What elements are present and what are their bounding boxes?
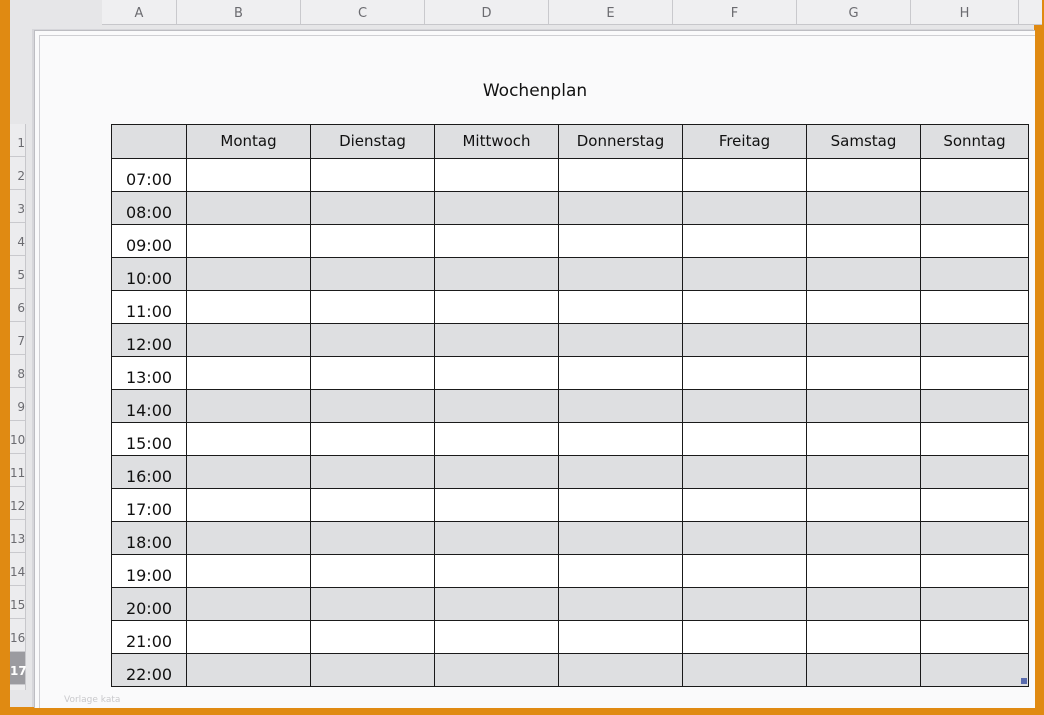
schedule-cell[interactable] xyxy=(683,489,807,522)
row-header-label: 2 xyxy=(17,169,25,183)
time-slot-cell[interactable]: 13:00 xyxy=(112,357,187,390)
schedule-cell[interactable] xyxy=(187,192,311,225)
schedule-cell[interactable] xyxy=(435,258,559,291)
time-slot-cell[interactable]: 14:00 xyxy=(112,390,187,423)
schedule-cell[interactable] xyxy=(683,621,807,654)
time-row xyxy=(112,555,1029,588)
schedule-cell[interactable] xyxy=(311,621,435,654)
day-header-sunday[interactable]: Sonntag xyxy=(921,125,1029,159)
row-header-label: 12 xyxy=(10,499,26,513)
schedule-cell[interactable] xyxy=(683,522,807,555)
schedule-cell[interactable] xyxy=(311,357,435,390)
schedule-cell[interactable] xyxy=(187,258,311,291)
schedule-cell[interactable] xyxy=(921,390,1029,423)
schedule-cell[interactable] xyxy=(435,588,559,621)
row-header-label: 13 xyxy=(10,532,26,546)
row-header-12[interactable] xyxy=(10,487,25,520)
schedule-cell[interactable] xyxy=(435,555,559,588)
schedule-cell[interactable] xyxy=(683,291,807,324)
time-slot-cell[interactable]: 19:00 xyxy=(112,555,187,588)
time-row xyxy=(112,225,1029,258)
time-row xyxy=(112,390,1029,423)
schedule-cell[interactable] xyxy=(187,588,311,621)
schedule-cell[interactable] xyxy=(921,522,1029,555)
row-header-label: 17 xyxy=(10,664,27,678)
schedule-cell[interactable] xyxy=(921,621,1029,654)
time-slot-cell[interactable]: 09:00 xyxy=(112,225,187,258)
schedule-cell[interactable] xyxy=(435,522,559,555)
schedule-cell[interactable] xyxy=(921,456,1029,489)
row-header-1[interactable] xyxy=(10,124,25,157)
time-row xyxy=(112,423,1029,456)
time-slot-cell[interactable]: 16:00 xyxy=(112,456,187,489)
schedule-cell[interactable] xyxy=(921,291,1029,324)
schedule-cell[interactable] xyxy=(559,258,683,291)
row-header-7[interactable] xyxy=(10,322,25,355)
time-slot-cell[interactable]: 12:00 xyxy=(112,324,187,357)
column-header-g[interactable]: G xyxy=(797,0,911,24)
row-header-14[interactable] xyxy=(10,553,25,586)
schedule-cell[interactable] xyxy=(807,390,921,423)
schedule-cell[interactable] xyxy=(435,291,559,324)
schedule-cell[interactable] xyxy=(807,621,921,654)
schedule-cell[interactable] xyxy=(683,159,807,192)
schedule-cell[interactable] xyxy=(435,489,559,522)
schedule-cell[interactable] xyxy=(559,588,683,621)
time-row xyxy=(112,522,1029,555)
row-header-label: 14 xyxy=(10,565,26,579)
schedule-cell[interactable] xyxy=(683,555,807,588)
schedule-cell[interactable] xyxy=(187,456,311,489)
day-header-thursday[interactable]: Donnerstag xyxy=(559,125,683,159)
schedule-cell[interactable] xyxy=(921,324,1029,357)
schedule-cell[interactable] xyxy=(559,456,683,489)
schedule-cell[interactable] xyxy=(187,225,311,258)
schedule-cell[interactable] xyxy=(921,357,1029,390)
time-row xyxy=(112,456,1029,489)
schedule-cell[interactable] xyxy=(187,621,311,654)
schedule-cell[interactable] xyxy=(807,324,921,357)
column-header-bar xyxy=(102,0,1042,25)
schedule-cell[interactable] xyxy=(187,390,311,423)
row-header-bar xyxy=(10,124,26,690)
selection-fill-handle[interactable] xyxy=(1021,678,1027,684)
schedule-cell[interactable] xyxy=(435,423,559,456)
column-header-b[interactable]: B xyxy=(177,0,301,24)
column-header-f[interactable]: F xyxy=(673,0,797,24)
schedule-cell[interactable] xyxy=(311,390,435,423)
schedule-cell[interactable] xyxy=(807,489,921,522)
schedule-cell[interactable] xyxy=(921,423,1029,456)
schedule-cell[interactable] xyxy=(311,654,435,687)
time-slot-cell[interactable]: 22:00 xyxy=(112,654,187,687)
time-slot-cell[interactable]: 15:00 xyxy=(112,423,187,456)
schedule-cell[interactable] xyxy=(311,588,435,621)
row-header-6[interactable] xyxy=(10,289,25,322)
schedule-cell[interactable] xyxy=(187,291,311,324)
schedule-cell[interactable] xyxy=(559,159,683,192)
schedule-cell[interactable] xyxy=(807,357,921,390)
row-header-13[interactable] xyxy=(10,520,25,553)
row-header-label: 8 xyxy=(17,367,25,381)
schedule-cell[interactable] xyxy=(807,192,921,225)
schedule-cell[interactable] xyxy=(435,654,559,687)
time-slot-cell[interactable]: 07:00 xyxy=(112,159,187,192)
time-slot-cell[interactable]: 10:00 xyxy=(112,258,187,291)
row-header-label: 11 xyxy=(10,466,26,480)
row-header-label: 5 xyxy=(17,268,25,282)
schedule-cell[interactable] xyxy=(559,654,683,687)
schedule-cell[interactable] xyxy=(435,621,559,654)
schedule-cell[interactable] xyxy=(435,159,559,192)
schedule-cell[interactable] xyxy=(921,489,1029,522)
schedule-cell[interactable] xyxy=(435,324,559,357)
schedule-cell[interactable] xyxy=(311,258,435,291)
watermark-text: Vorlage kata xyxy=(64,695,121,705)
schedule-cell[interactable] xyxy=(311,423,435,456)
time-slot-cell[interactable]: 20:00 xyxy=(112,588,187,621)
schedule-cell[interactable] xyxy=(311,291,435,324)
row-header-17[interactable] xyxy=(10,652,25,685)
schedule-cell[interactable] xyxy=(311,456,435,489)
column-header-c[interactable]: C xyxy=(301,0,425,24)
schedule-cell[interactable] xyxy=(807,654,921,687)
schedule-cell[interactable] xyxy=(683,588,807,621)
schedule-cell[interactable] xyxy=(311,225,435,258)
schedule-cell[interactable] xyxy=(187,555,311,588)
row-header-8[interactable] xyxy=(10,355,25,388)
schedule-cell[interactable] xyxy=(559,489,683,522)
time-slot-cell[interactable]: 17:00 xyxy=(112,489,187,522)
column-header-h[interactable]: H xyxy=(911,0,1019,24)
time-row xyxy=(112,192,1029,225)
time-row xyxy=(112,489,1029,522)
schedule-cell[interactable] xyxy=(311,522,435,555)
day-header-friday[interactable]: Freitag xyxy=(683,125,807,159)
schedule-cell[interactable] xyxy=(559,390,683,423)
row-header-2[interactable] xyxy=(10,157,25,190)
schedule-cell[interactable] xyxy=(559,522,683,555)
schedule-cell[interactable] xyxy=(807,291,921,324)
schedule-cell[interactable] xyxy=(683,357,807,390)
time-slot-cell[interactable]: 08:00 xyxy=(112,192,187,225)
time-row xyxy=(112,588,1029,621)
row-header-label: 4 xyxy=(17,235,25,249)
schedule-cell[interactable] xyxy=(559,192,683,225)
schedule-cell[interactable] xyxy=(683,225,807,258)
schedule-cell[interactable] xyxy=(311,489,435,522)
schedule-cell[interactable] xyxy=(559,225,683,258)
schedule-cell[interactable] xyxy=(683,258,807,291)
row-header-3[interactable] xyxy=(10,190,25,223)
day-header-saturday[interactable]: Samstag xyxy=(807,125,921,159)
schedule-cell[interactable] xyxy=(187,654,311,687)
schedule-cell[interactable] xyxy=(311,324,435,357)
row-header-11[interactable] xyxy=(10,454,25,487)
schedule-cell[interactable] xyxy=(435,225,559,258)
row-header-9[interactable] xyxy=(10,388,25,421)
day-header-row xyxy=(112,125,1029,159)
column-header-a[interactable]: A xyxy=(102,0,177,24)
time-row xyxy=(112,291,1029,324)
time-row xyxy=(112,159,1029,192)
schedule-cell[interactable] xyxy=(559,291,683,324)
schedule-cell[interactable] xyxy=(559,621,683,654)
schedule-cell[interactable] xyxy=(683,654,807,687)
row-header-5[interactable] xyxy=(10,256,25,289)
time-row xyxy=(112,258,1029,291)
schedule-cell[interactable] xyxy=(807,588,921,621)
row-header-15[interactable] xyxy=(10,586,25,619)
day-header-monday[interactable]: Montag xyxy=(187,125,311,159)
schedule-cell[interactable] xyxy=(807,555,921,588)
schedule-cell[interactable] xyxy=(921,588,1029,621)
schedule-cell[interactable] xyxy=(921,159,1029,192)
schedule-cell[interactable] xyxy=(435,357,559,390)
schedule-cell[interactable] xyxy=(559,357,683,390)
schedule-cell[interactable] xyxy=(807,423,921,456)
schedule-cell[interactable] xyxy=(683,456,807,489)
schedule-cell[interactable] xyxy=(807,258,921,291)
row-header-label: 6 xyxy=(17,301,25,315)
row-header-label: 1 xyxy=(17,136,25,150)
weekly-schedule-table xyxy=(111,124,1029,687)
schedule-cell[interactable] xyxy=(311,555,435,588)
schedule-cell[interactable] xyxy=(435,456,559,489)
schedule-cell[interactable] xyxy=(807,456,921,489)
column-header-d[interactable]: D xyxy=(425,0,549,24)
schedule-cell[interactable] xyxy=(807,225,921,258)
time-row xyxy=(112,324,1029,357)
row-header-16[interactable] xyxy=(10,619,25,652)
schedule-cell[interactable] xyxy=(559,555,683,588)
schedule-cell[interactable] xyxy=(807,159,921,192)
day-header-tuesday[interactable]: Dienstag xyxy=(311,125,435,159)
schedule-cell[interactable] xyxy=(921,258,1029,291)
row-header-label: 3 xyxy=(17,202,25,216)
schedule-cell[interactable] xyxy=(921,225,1029,258)
time-slot-cell[interactable]: 11:00 xyxy=(112,291,187,324)
row-header-10[interactable] xyxy=(10,421,25,454)
schedule-cell[interactable] xyxy=(187,423,311,456)
schedule-cell[interactable] xyxy=(187,159,311,192)
time-slot-cell[interactable]: 18:00 xyxy=(112,522,187,555)
schedule-cell[interactable] xyxy=(683,192,807,225)
row-header-4[interactable] xyxy=(10,223,25,256)
schedule-cell[interactable] xyxy=(683,324,807,357)
schedule-cell[interactable] xyxy=(435,192,559,225)
schedule-cell[interactable] xyxy=(683,423,807,456)
row-header-label: 9 xyxy=(17,400,25,414)
schedule-cell[interactable] xyxy=(921,654,1029,687)
time-row xyxy=(112,654,1029,687)
time-row xyxy=(112,357,1029,390)
row-header-label: 15 xyxy=(10,598,26,612)
page-title: Wochenplan xyxy=(482,81,588,101)
schedule-cell[interactable] xyxy=(921,555,1029,588)
schedule-cell[interactable] xyxy=(559,324,683,357)
schedule-cell[interactable] xyxy=(311,192,435,225)
column-header-e[interactable]: E xyxy=(549,0,673,24)
schedule-cell[interactable] xyxy=(187,324,311,357)
row-header-label: 16 xyxy=(10,631,26,645)
schedule-cell[interactable] xyxy=(921,192,1029,225)
schedule-cell[interactable] xyxy=(559,423,683,456)
schedule-cell[interactable] xyxy=(683,390,807,423)
schedule-cell[interactable] xyxy=(187,489,311,522)
schedule-cell[interactable] xyxy=(807,522,921,555)
day-header-wednesday[interactable]: Mittwoch xyxy=(435,125,559,159)
schedule-cell[interactable] xyxy=(435,390,559,423)
spreadsheet-window xyxy=(10,0,1034,707)
row-header-label: 7 xyxy=(17,334,25,348)
row-header-label: 10 xyxy=(10,433,26,447)
schedule-cell[interactable] xyxy=(187,357,311,390)
time-slot-cell[interactable]: 21:00 xyxy=(112,621,187,654)
corner-cell[interactable] xyxy=(112,125,187,159)
time-row xyxy=(112,621,1029,654)
schedule-cell[interactable] xyxy=(187,522,311,555)
schedule-cell[interactable] xyxy=(311,159,435,192)
